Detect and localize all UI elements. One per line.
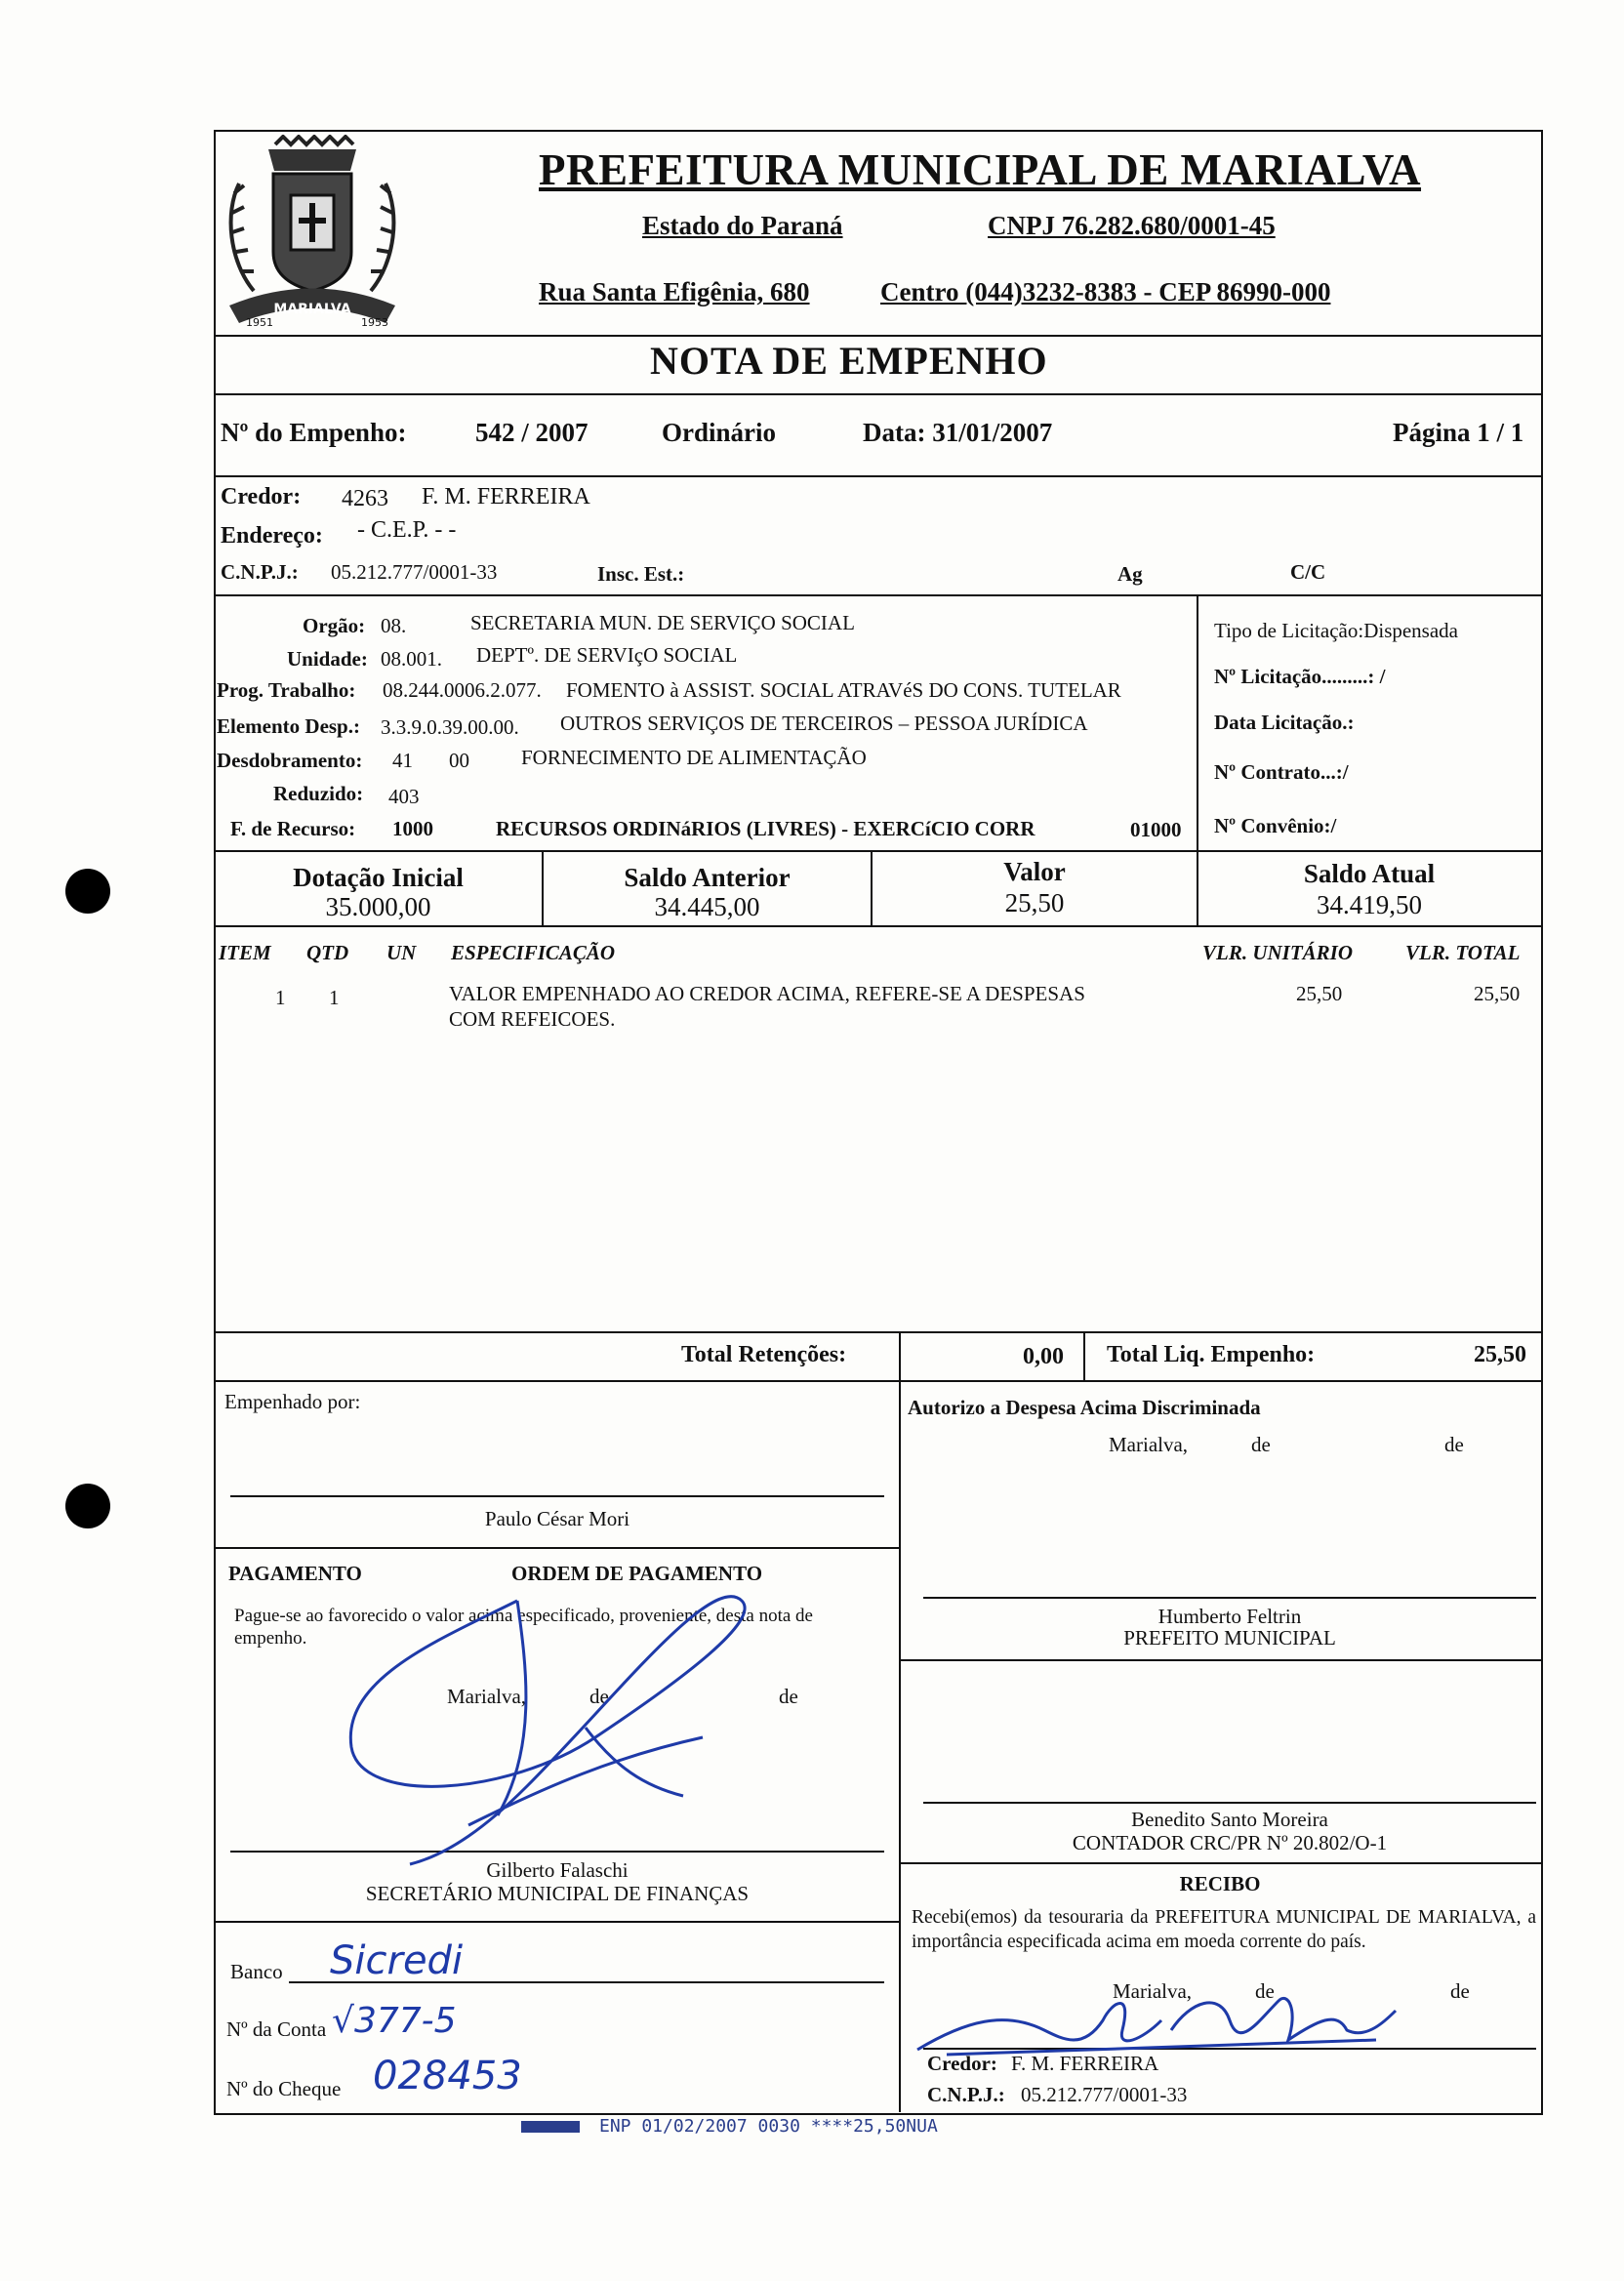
divider: [899, 1380, 901, 2112]
col-header-item: ITEM: [219, 941, 271, 964]
recibo-credor-label: Credor:: [927, 2052, 997, 2075]
banco-label: Banco: [230, 1960, 283, 1983]
saldo-atual-value: 34.419,50: [1317, 890, 1422, 919]
handwritten-signature-credor: [908, 1962, 1415, 2069]
recibo-title: RECIBO: [1179, 1872, 1261, 1895]
signature-line: [923, 1802, 1536, 1804]
recurso-code-2: 01000: [1130, 818, 1182, 841]
orgao-name: SECRETARIA MUN. DE SERVIÇO SOCIAL: [470, 611, 855, 634]
liq-value: 25,50: [1474, 1342, 1526, 1367]
recibo-text: Recebi(emos) da tesouraria da PREFEITURA MUNICIPAL DE MARIALVA, a importância especificada acima em moeda corrente do país.: [912, 1907, 1536, 1952]
secretario-name: Gilberto Falaschi: [486, 1858, 629, 1882]
divider: [214, 1921, 900, 1923]
recibo-credor-value: F. M. FERREIRA: [1011, 2052, 1159, 2075]
cheque-value: 028453: [373, 2054, 522, 2098]
row-unit-value: 25,50: [1296, 982, 1343, 1005]
recurso-name: RECURSOS ORDINáRIOS (LIVRES) - EXERCíCIO CORR: [496, 817, 1035, 840]
credor-label: Credor:: [221, 484, 302, 509]
autorizo-de-2: de: [1444, 1433, 1464, 1456]
pagamento-de-2: de: [779, 1685, 798, 1708]
divider: [214, 393, 1541, 395]
col-header-especificacao: ESPECIFICAÇÃO: [451, 941, 616, 964]
ag-label: Ag: [1117, 562, 1143, 586]
autorizo-de-1: de: [1251, 1433, 1271, 1456]
secretario-title: SECRETÁRIO MUNICIPAL DE FINANÇAS: [365, 1882, 750, 1905]
footer-stamp-text: ENP 01/02/2007 0030 ****25,50NUA: [599, 2116, 938, 2137]
cheque-label: Nº do Cheque: [226, 2077, 342, 2100]
retencoes-label: Total Retenções:: [681, 1342, 847, 1367]
binder-hole-bottom: [65, 1484, 110, 1528]
contrato-numero: Nº Contrato...:/: [1214, 760, 1349, 784]
empenhado-name: Paulo César Mori: [484, 1507, 630, 1530]
desdobramento-label: Desdobramento:: [217, 749, 363, 772]
stamp-marker-icon: [521, 2121, 580, 2133]
row-spec-line-2: COM REFEICOES.: [449, 1007, 616, 1031]
divider: [214, 594, 1541, 596]
crest-logo: [215, 135, 410, 335]
valor-value: 25,50: [1004, 888, 1065, 917]
row-total-value: 25,50: [1474, 982, 1521, 1005]
divider: [1083, 1331, 1085, 1380]
reduzido-value: 403: [388, 785, 420, 808]
elemento-label: Elemento Desp.:: [217, 714, 360, 738]
divider: [214, 1331, 1541, 1333]
ordem-pagamento-label: ORDEM DE PAGAMENTO: [511, 1562, 763, 1585]
empenho-number: 542 / 2007: [475, 418, 589, 447]
unidade-label: Unidade:: [287, 647, 368, 671]
divider: [899, 1659, 1541, 1661]
prog-label: Prog. Trabalho:: [217, 678, 356, 702]
banco-value: Sicredi: [330, 1938, 464, 1983]
empenho-type: Ordinário: [662, 418, 777, 447]
header-contact: Centro (044)3232-8383 - CEP 86990-000: [880, 277, 1331, 306]
prefeito-name: Humberto Feltrin: [1157, 1605, 1302, 1628]
svg-text:1953: 1953: [361, 316, 388, 329]
saldo-anterior-label: Saldo Anterior: [624, 863, 791, 892]
elemento-name: OUTROS SERVIÇOS DE TERCEIROS – PESSOA JURÍDICA: [560, 712, 1088, 735]
divider: [899, 1862, 1541, 1864]
conta-value: √377-5: [332, 2001, 457, 2041]
autorizo-text: Autorizo a Despesa Acima Discriminada: [908, 1396, 1261, 1419]
credor-code: 4263: [342, 486, 388, 511]
endereco-value: - C.E.P. - -: [357, 517, 457, 543]
dotacao-value: 35.000,00: [325, 892, 431, 921]
reduzido-label: Reduzido:: [273, 782, 364, 805]
footer-stamp: [521, 2116, 938, 2137]
document-title: NOTA DE EMPENHO: [650, 339, 1048, 383]
orgao-code: 08.: [381, 614, 407, 637]
contador-title: CONTADOR CRC/PR Nº 20.802/O-1: [1072, 1831, 1388, 1854]
col-header-qtd: QTD: [306, 941, 349, 964]
empenho-label: Nº do Empenho:: [221, 418, 407, 447]
prog-name: FOMENTO à ASSIST. SOCIAL ATRAVéS DO CONS. TUTELAR: [566, 678, 1121, 702]
dotacao-label: Dotação Inicial: [293, 863, 464, 892]
retencoes-value: 0,00: [1023, 1344, 1064, 1369]
saldo-anterior-value: 34.445,00: [654, 892, 760, 921]
row-item: 1: [275, 986, 286, 1009]
credor-name: F. M. FERREIRA: [422, 484, 590, 509]
recurso-code: 1000: [392, 817, 433, 840]
pague-text: Pague-se ao favorecido o valor acima especificado, proveniente, desta nota de empenho.: [234, 1606, 813, 1649]
saldo-atual-label: Saldo Atual: [1303, 859, 1436, 888]
divider: [1197, 594, 1198, 852]
svg-text:1951: 1951: [246, 316, 273, 329]
cnpj-value: 05.212.777/0001-33: [331, 560, 498, 584]
divider: [214, 1547, 900, 1549]
divider: [899, 1331, 901, 1380]
recibo-local: Marialva,: [1113, 1979, 1193, 2003]
col-header-vlr-total: VLR. TOTAL: [1405, 941, 1521, 964]
binder-hole-top: [65, 869, 110, 914]
header-title: PREFEITURA MUNICIPAL DE MARIALVA: [539, 145, 1422, 194]
row-qtd: 1: [329, 986, 340, 1009]
row-spec-line-1: VALOR EMPENHADO AO CREDOR ACIMA, REFERE-SE A DESPESAS: [449, 982, 1085, 1005]
cnpj-label: C.N.P.J.:: [221, 560, 299, 584]
pagamento-label: PAGAMENTO: [228, 1562, 362, 1585]
empenho-date: Data: 31/01/2007: [863, 418, 1053, 447]
handwritten-signature-secretario: [293, 1552, 898, 1874]
convenio-numero: Nº Convênio:/: [1214, 814, 1337, 837]
unidade-name: DEPTº. DE SERVIçO SOCIAL: [476, 643, 738, 667]
unidade-code: 08.001.: [381, 647, 442, 671]
header-state: Estado do Paraná: [642, 211, 843, 240]
header-cnpj: CNPJ 76.282.680/0001-45: [988, 211, 1276, 240]
orgao-label: Orgão:: [303, 614, 366, 637]
contador-name: Benedito Santo Moreira: [1131, 1808, 1328, 1831]
signature-line: [230, 1495, 884, 1497]
recibo-de-2: de: [1450, 1979, 1470, 2003]
autorizo-local: Marialva,: [1109, 1433, 1189, 1456]
licitacao-data: Data Licitação.:: [1214, 711, 1355, 734]
licitacao-numero: Nº Licitação.........: /: [1214, 665, 1386, 688]
elemento-code: 3.3.9.0.39.00.00.: [381, 715, 519, 739]
divider: [214, 335, 1541, 337]
col-header-un: UN: [386, 941, 417, 964]
recibo-cnpj-label: C.N.P.J.:: [927, 2083, 1005, 2106]
divider: [214, 850, 1541, 852]
pagamento-de-1: de: [589, 1685, 609, 1708]
liq-label: Total Liq. Empenho:: [1107, 1342, 1316, 1367]
insc-label: Insc. Est.:: [597, 562, 685, 586]
recibo-de-1: de: [1255, 1979, 1275, 2003]
desdobramento-code-2: 00: [449, 749, 469, 772]
col-header-vlr-unitario: VLR. UNITÁRIO: [1202, 941, 1354, 964]
divider: [214, 1380, 1541, 1382]
licitacao-tipo: Tipo de Licitação:Dispensada: [1214, 619, 1459, 642]
prefeito-title: PREFEITO MUNICIPAL: [1123, 1626, 1336, 1650]
header-address: Rua Santa Efigênia, 680: [539, 277, 810, 306]
valor-label: Valor: [1003, 857, 1066, 886]
prog-code: 08.244.0006.2.077.: [383, 678, 542, 702]
conta-label: Nº da Conta: [226, 2017, 327, 2041]
empenhado-label: Empenhado por:: [224, 1390, 361, 1413]
cc-label: C/C: [1290, 560, 1326, 584]
recibo-cnpj-value: 05.212.777/0001-33: [1021, 2083, 1188, 2106]
desdobramento-name: FORNECIMENTO DE ALIMENTAÇÃO: [521, 746, 867, 769]
pagamento-local: Marialva,: [447, 1685, 527, 1708]
desdobramento-code-1: 41: [392, 749, 413, 772]
recurso-label: F. de Recurso:: [230, 817, 356, 840]
endereco-label: Endereço:: [221, 523, 323, 549]
svg-text:MARIALVA: MARIALVA: [273, 302, 351, 317]
signature-line: [923, 1597, 1536, 1599]
divider: [214, 925, 1541, 927]
divider: [214, 475, 1541, 477]
page-number: Página 1 / 1: [1393, 418, 1524, 447]
